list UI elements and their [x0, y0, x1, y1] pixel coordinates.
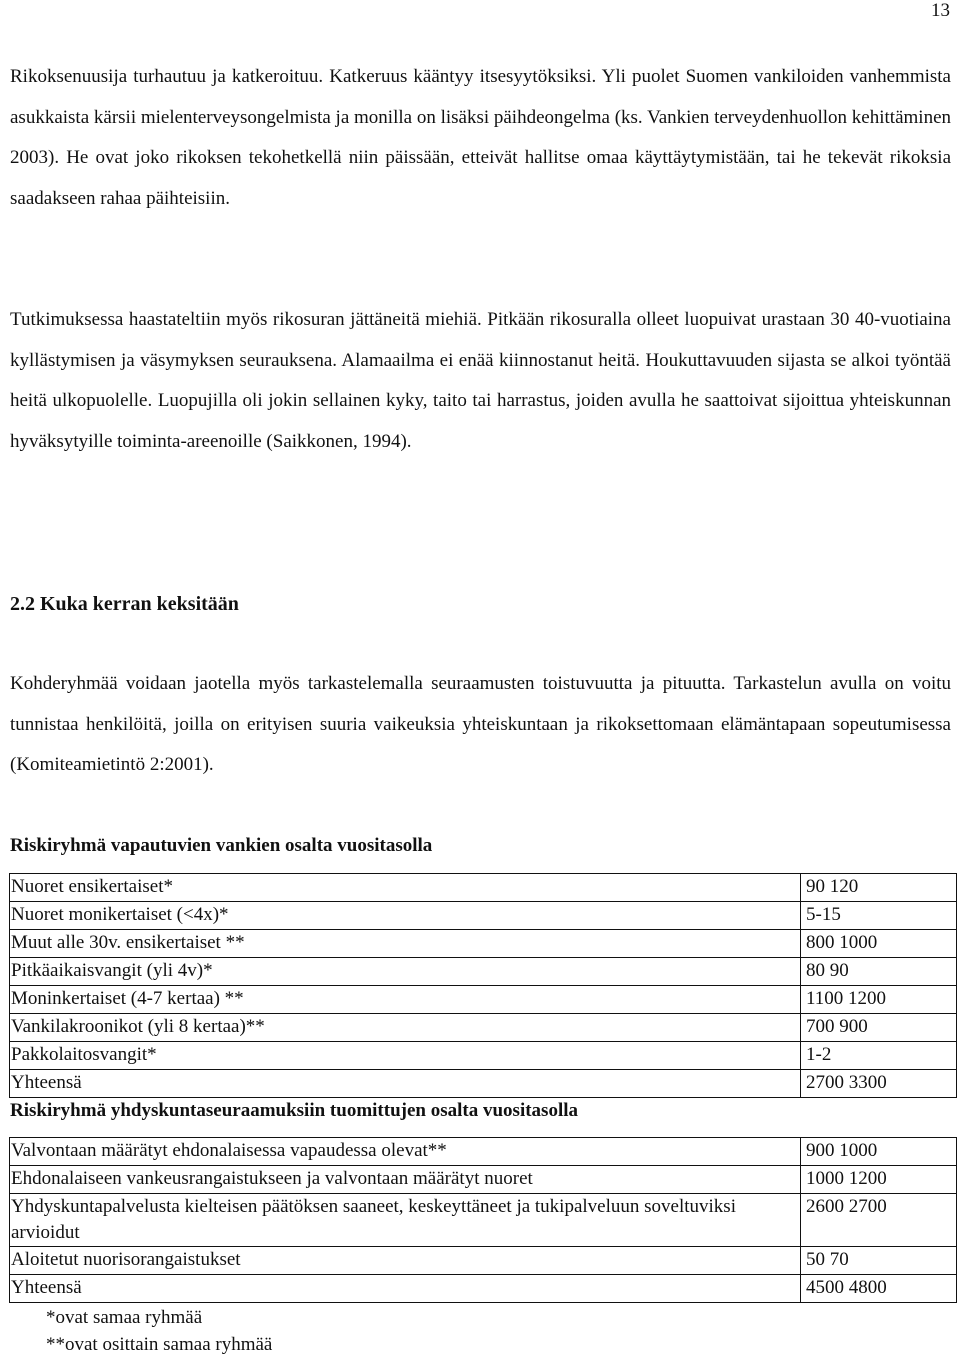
- footnote-1: *ovat samaa ryhmää: [46, 1307, 203, 1328]
- table-row: [10, 930, 957, 958]
- risk-group-prisoners-table: [9, 873, 957, 1098]
- table-row: [10, 1070, 957, 1098]
- row-value: 90 120: [801, 874, 957, 902]
- table-row: [10, 1166, 957, 1194]
- row-label: Nuoret monikertaiset (<4x)*: [10, 902, 801, 930]
- row-value: 1100 1200: [801, 986, 957, 1014]
- row-label: Yhdyskuntapalvelusta kielteisen päätöksen saaneet, keskeyttäneet ja tukipalveluun soveltuviksi arvioidut: [10, 1194, 801, 1247]
- table-row: [10, 986, 957, 1014]
- section-heading: 2.2 Kuka kerran keksitään: [10, 593, 239, 615]
- table-row: [10, 1138, 957, 1166]
- paragraph-2: Tutkimuksessa haastateltiin myös rikosuran jättäneitä miehiä. Pitkään rikosuralla olleet luopuivat urastaan 30 40-vuotiaina kyllästymisen ja väsymyksen seurauksena. Alamaailma ei enää kiinnostanut heitä. Houkuttavuuden sijasta se alkoi työntää heitä ulkopuolelle. Luopujilla oli jokin sellainen kyky, taito tai harrastus, joiden avulla he saattoivat sijoittua yhteiskunnan hyväksytyille toiminta-areenoille (Saikkonen, 1994).: [10, 309, 951, 452]
- risk-group-community-sanctions-table: [9, 1137, 957, 1303]
- row-label: Pitkäaikaisvangit (yli 4v)*: [10, 958, 801, 986]
- row-value: 4500 4800: [801, 1275, 957, 1303]
- row-value: 2600 2700: [801, 1194, 957, 1247]
- row-value: 1000 1200: [801, 1166, 957, 1194]
- page-number: 13: [931, 0, 950, 21]
- row-value: 800 1000: [801, 930, 957, 958]
- row-label: Vankilakroonikot (yli 8 kertaa)**: [10, 1014, 801, 1042]
- row-value: 80 90: [801, 958, 957, 986]
- row-value: 1-2: [801, 1042, 957, 1070]
- table-row: [10, 1275, 957, 1303]
- row-label: Yhteensä: [10, 1275, 801, 1303]
- row-value: 5-15: [801, 902, 957, 930]
- row-value: 50 70: [801, 1247, 957, 1275]
- row-value: 900 1000: [801, 1138, 957, 1166]
- row-label: Yhteensä: [10, 1070, 801, 1098]
- paragraph-1: Rikoksenuusija turhautuu ja katkeroituu. Katkeruus kääntyy itsesyytöksiksi. Yli puolet Suomen vankiloiden vanhemmista asukkaista kärsii mielenterveysongelmista ja monilla on lisäksi päihdeongelma (ks. Vankien terveydenhuollon kehittäminen 2003). He ovat joko rikoksen tekohetkellä niin päissään, etteivät hallitse omaa käyttäytymistään, tai he tekevät rikoksia saadakseen rahaa päihteisiin.: [10, 66, 951, 209]
- table-row: [10, 1247, 957, 1275]
- table-row: [10, 958, 957, 986]
- row-label: Muut alle 30v. ensikertaiset **: [10, 930, 801, 958]
- row-label: Moninkertaiset (4-7 kertaa) **: [10, 986, 801, 1014]
- table-row: [10, 1194, 957, 1247]
- table-row: [10, 1014, 957, 1042]
- table-row: [10, 874, 957, 902]
- paragraph-3: Kohderyhmää voidaan jaotella myös tarkastelemalla seuraamusten toistuvuutta ja pituutta. Tarkastelun avulla on voitu tunnistaa henkilöitä, joilla on erityisen suuria vaikeuksia yhteiskuntaan ja rikoksettomaan elämäntapaan sopeutumisessa (Komiteamietintö 2:2001).: [10, 673, 951, 776]
- footnote-2: **ovat osittain samaa ryhmää: [46, 1334, 273, 1355]
- row-value: 700 900: [801, 1014, 957, 1042]
- table-row: [10, 902, 957, 930]
- row-label: Pakkolaitosvangit*: [10, 1042, 801, 1070]
- row-label: Ehdonalaiseen vankeusrangaistukseen ja valvontaan määrätyt nuoret: [10, 1166, 801, 1194]
- table2-title: Riskiryhmä yhdyskuntaseuraamuksiin tuomittujen osalta vuositasolla: [10, 1100, 578, 1121]
- table1-title: Riskiryhmä vapautuvien vankien osalta vuositasolla: [10, 835, 433, 856]
- row-label: Valvontaan määrätyt ehdonalaisessa vapaudessa olevat**: [10, 1138, 801, 1166]
- row-value: 2700 3300: [801, 1070, 957, 1098]
- table-row: [10, 1042, 957, 1070]
- row-label: Aloitetut nuorisorangaistukset: [10, 1247, 801, 1275]
- row-label: Nuoret ensikertaiset*: [10, 874, 801, 902]
